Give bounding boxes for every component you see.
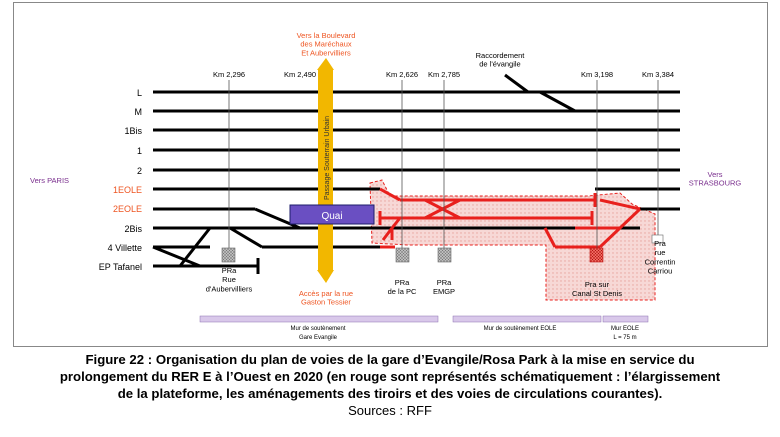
switch (230, 228, 262, 247)
pra-box-eole (590, 248, 603, 262)
pra-label (433, 278, 455, 296)
label-line: Rue (222, 275, 236, 285)
km-label: Km 2,490 (283, 70, 317, 79)
passage-label: Passage Souterrain Urbain (324, 115, 331, 200)
label-line: des Maréchaux (300, 39, 352, 49)
label-line: de la PC (387, 287, 417, 297)
direction-strasbourg (689, 170, 742, 188)
pra-box (396, 248, 409, 262)
label-line: Mur de soutènement EOLE (483, 326, 557, 332)
wall-evangile (200, 316, 438, 322)
label-line: Accès par la rue (298, 289, 354, 298)
wall-label (611, 326, 639, 341)
direction-paris: Vers PARIS (30, 176, 70, 185)
label-line: Vers (707, 170, 723, 179)
label-line: Et Aubervilliers (301, 48, 351, 58)
label-line: Mur de soutènement (290, 326, 346, 332)
km-labels (213, 70, 674, 79)
arrow-down (317, 270, 334, 283)
track-label: 2Bis (124, 224, 142, 234)
track-label: 4 Villette (107, 243, 142, 253)
wall-eole (453, 316, 601, 322)
label-line: rue (654, 248, 666, 258)
acces-label (299, 289, 353, 307)
quai-label: Quai (321, 211, 343, 222)
raccordement-branch (505, 75, 528, 92)
label-line: d'Aubervilliers (205, 284, 253, 294)
pra-label (206, 266, 253, 293)
top-note (297, 31, 356, 57)
label-line: STRASBOURG (688, 178, 742, 188)
label-line: Raccordement (475, 51, 525, 60)
label-line: Gare Evangile (298, 335, 338, 342)
pra-box (222, 248, 235, 262)
label-line: de l'évangile (479, 59, 521, 69)
track-label: M (134, 107, 142, 117)
arrow-up (317, 58, 334, 70)
track-label-eole: 1EOLE (112, 185, 142, 195)
pra-label (388, 278, 417, 296)
figure-source: Sources : RFF (348, 403, 432, 418)
track-labels (99, 88, 143, 272)
label-line: EMGP (432, 287, 456, 297)
label-line: Vers la Boulevard (296, 31, 356, 40)
track-label-eole: 2EOLE (112, 204, 142, 214)
km-label: Km 2,785 (427, 70, 461, 79)
label-line: Pra (654, 239, 666, 248)
label-line: PRa (221, 266, 237, 275)
platform-widening-zone (370, 180, 655, 300)
km-label: Km 2,296 (212, 70, 246, 79)
figure-caption-line: prolongement du RER E à l’Ouest en 2020 (en rouge sont représentés schématiquement : l’élargissement (59, 369, 721, 384)
figure-caption-line: Figure 22 : Organisation du plan de voies de la gare d’Evangile/Rosa Park à la mise en service du (85, 352, 695, 367)
label-line: PRa (394, 278, 410, 287)
raccordement-label (476, 51, 526, 69)
switch (540, 92, 575, 111)
wall-labels (290, 326, 639, 341)
label-line: Carriou (647, 266, 673, 276)
label-line: Gaston Tessier (301, 297, 351, 307)
track-label: L (136, 88, 142, 98)
wall-label (290, 326, 345, 341)
track-label: 1Bis (124, 126, 142, 136)
wall-label (484, 326, 557, 332)
label-line: Canal St Denis (571, 289, 623, 299)
wall-eole-75m (603, 316, 648, 322)
km-label: Km 3,384 (641, 70, 675, 79)
pra-box (438, 248, 451, 262)
km-label: Km 2,626 (385, 70, 419, 79)
figure-caption-line: de la plateforme, les aménagements des tiroirs et des voies de circulations courantes). (117, 386, 663, 401)
track-label: EP Tafanel (98, 262, 142, 272)
track-label: 2 (136, 166, 142, 176)
label-line: Mur EOLE (610, 326, 640, 332)
label-line: L = 75 m (613, 335, 637, 342)
label-line: Pra sur (584, 280, 610, 289)
label-line: PRa (436, 278, 452, 287)
km-label: Km 3,198 (580, 70, 614, 79)
label-line: Correntin (644, 257, 676, 267)
track-label: 1 (136, 146, 142, 156)
